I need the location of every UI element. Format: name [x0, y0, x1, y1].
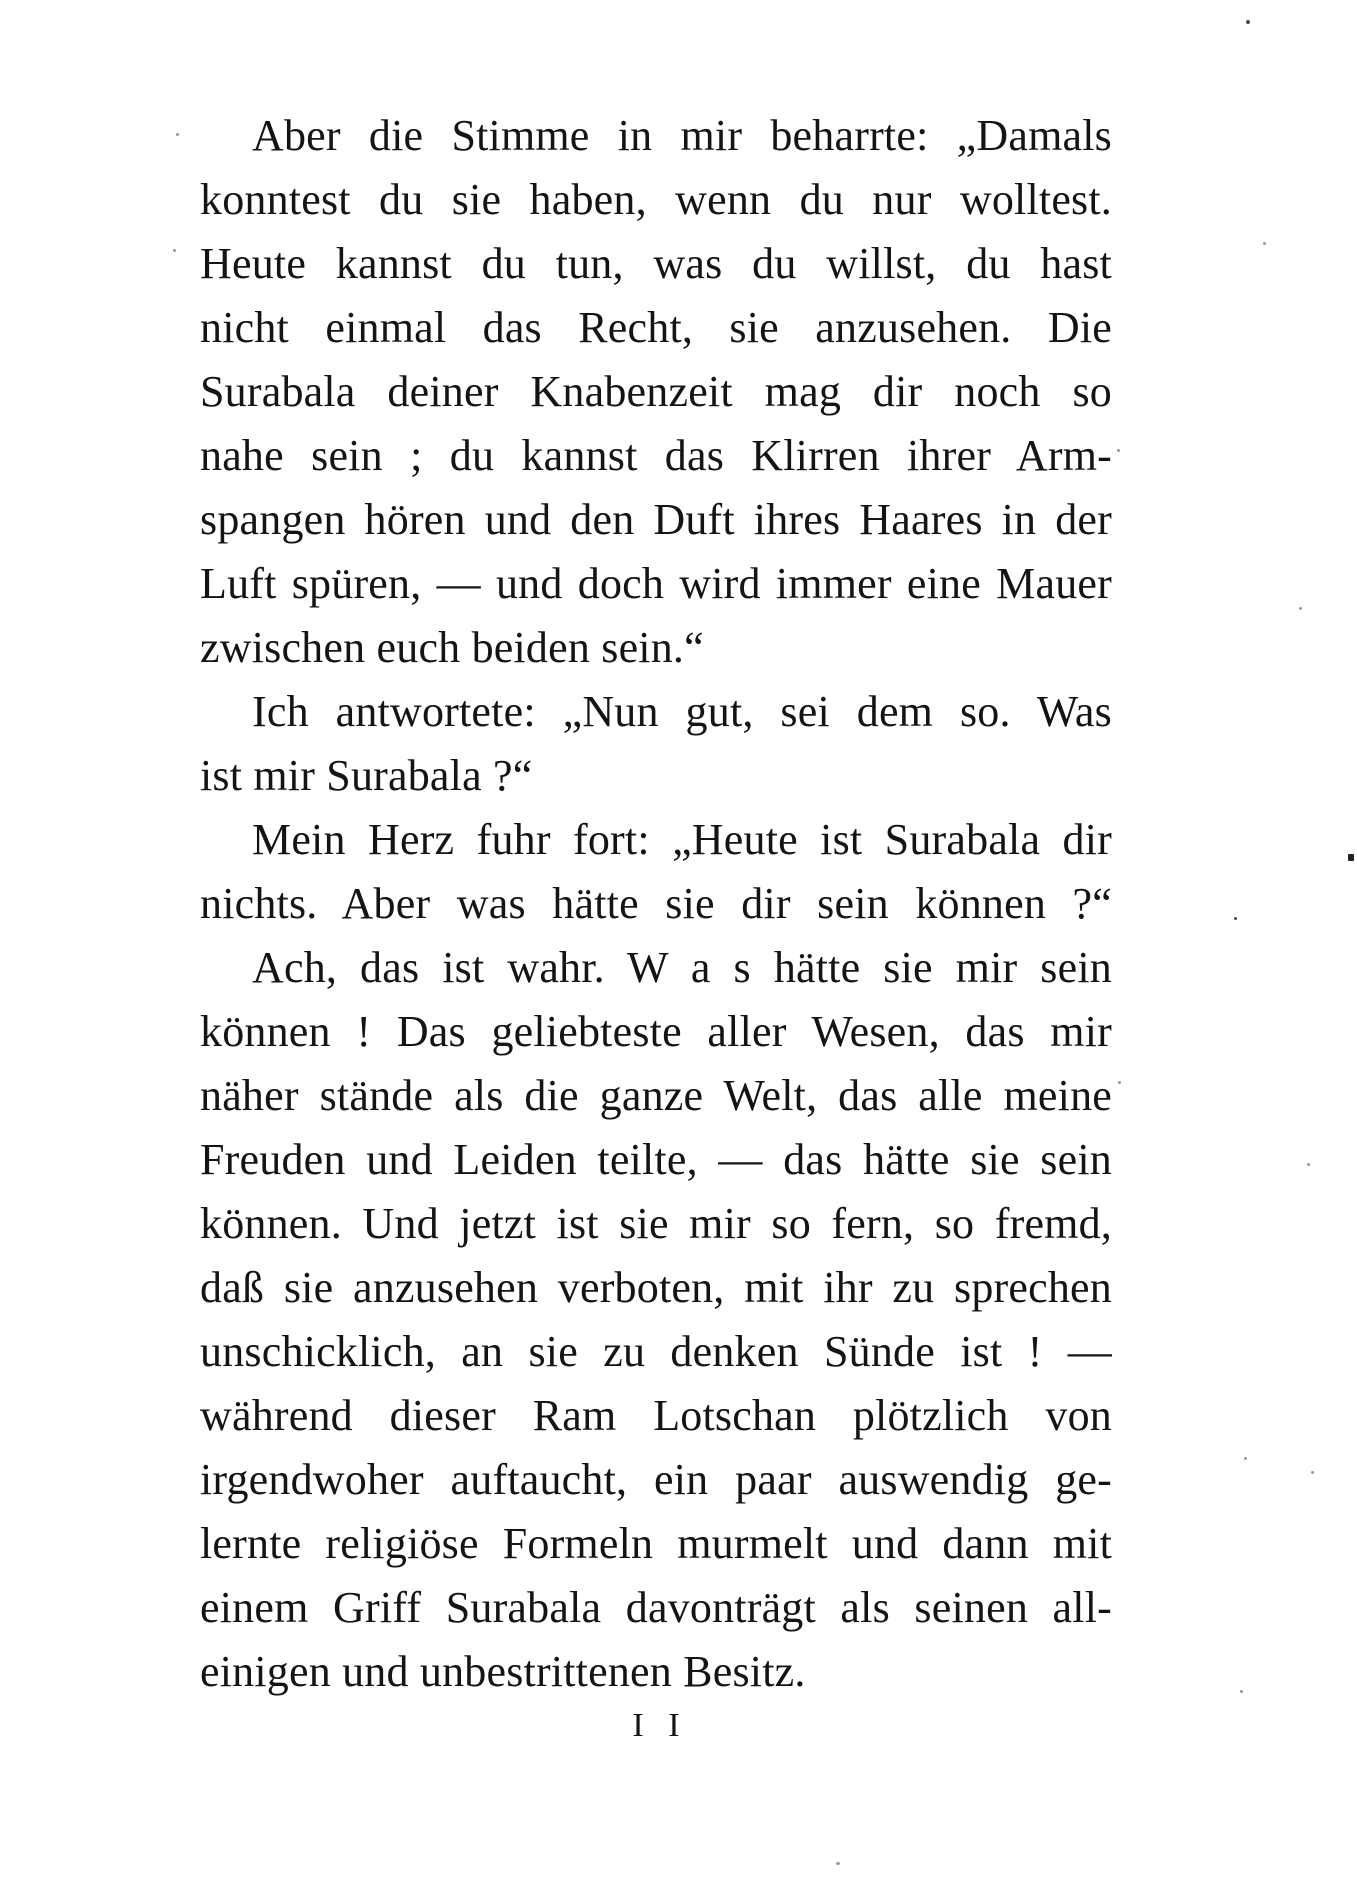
text-line: nicht einmal das Recht, sie anzusehen. Die: [200, 303, 1112, 352]
scan-edge-mark: [1348, 854, 1354, 861]
scan-speck: [1117, 449, 1120, 452]
scan-speck: [1118, 1081, 1121, 1084]
scan-speck: [1263, 242, 1266, 245]
text-line: ist mir Surabala ?“: [200, 751, 533, 800]
text-line: zwischen euch beiden sein.“: [200, 623, 704, 672]
scan-speck: [1246, 20, 1250, 24]
text-line: spangen hören und den Duft ihres Haares in der: [200, 495, 1112, 544]
text-line: nichts. Aber was hätte sie dir sein können ?“: [200, 879, 1112, 928]
scan-speck: [173, 249, 176, 252]
text-line: Mein Herz fuhr fort: „Heute ist Surabala dir: [252, 815, 1112, 864]
text-line: einem Griff Surabala davonträgt als seinen all-: [200, 1583, 1112, 1632]
scan-speck: [1311, 1471, 1314, 1474]
scan-speck: [1240, 1690, 1243, 1693]
text-line: konntest du sie haben, wenn du nur wolltest.: [200, 175, 1112, 224]
text-line: lernte religiöse Formeln murmelt und dann mit: [200, 1519, 1112, 1568]
text-line: Surabala deiner Knabenzeit mag dir noch so: [200, 367, 1112, 416]
text-line: Freuden und Leiden teilte, — das hätte sie sein: [200, 1135, 1112, 1184]
text-line: Aber die Stimme in mir beharrte: „Damals: [252, 111, 1112, 160]
scan-speck: [1299, 607, 1302, 610]
text-line: Ich antwortete: „Nun gut, sei dem so. Was: [252, 687, 1112, 736]
text-line: nahe sein ; du kannst das Klirren ihrer Arm-: [200, 431, 1112, 480]
text-line: während dieser Ram Lotschan plötzlich von: [200, 1391, 1112, 1440]
text-line: daß sie anzusehen verboten, mit ihr zu sprechen: [200, 1263, 1112, 1312]
scan-speck: [1244, 1457, 1247, 1460]
text-line: Luft spüren, — und doch wird immer eine Mauer: [200, 559, 1112, 608]
scan-speck: [1234, 917, 1237, 920]
text-line: Heute kannst du tun, was du willst, du hast: [200, 239, 1112, 288]
text-line: irgendwoher auftaucht, ein paar auswendig ge-: [200, 1455, 1112, 1504]
text-line: können. Und jetzt ist sie mir so fern, so fremd,: [200, 1199, 1112, 1248]
text-line: können ! Das geliebteste aller Wesen, das mir: [200, 1007, 1112, 1056]
scan-speck: [1307, 1163, 1310, 1166]
scan-speck: [176, 133, 179, 136]
text-line: unschicklich, an sie zu denken Sünde ist ! —: [200, 1327, 1112, 1376]
text-line: einigen und unbestrittenen Besitz.: [200, 1647, 806, 1696]
page-text: [200, 104, 1112, 1746]
page-number: I I: [632, 1707, 688, 1744]
text-line: Ach, das ist wahr. W a s hätte sie mir sein: [252, 943, 1112, 992]
scan-speck: [836, 1862, 840, 1865]
text-line: näher stände als die ganze Welt, das alle meine: [200, 1071, 1112, 1120]
